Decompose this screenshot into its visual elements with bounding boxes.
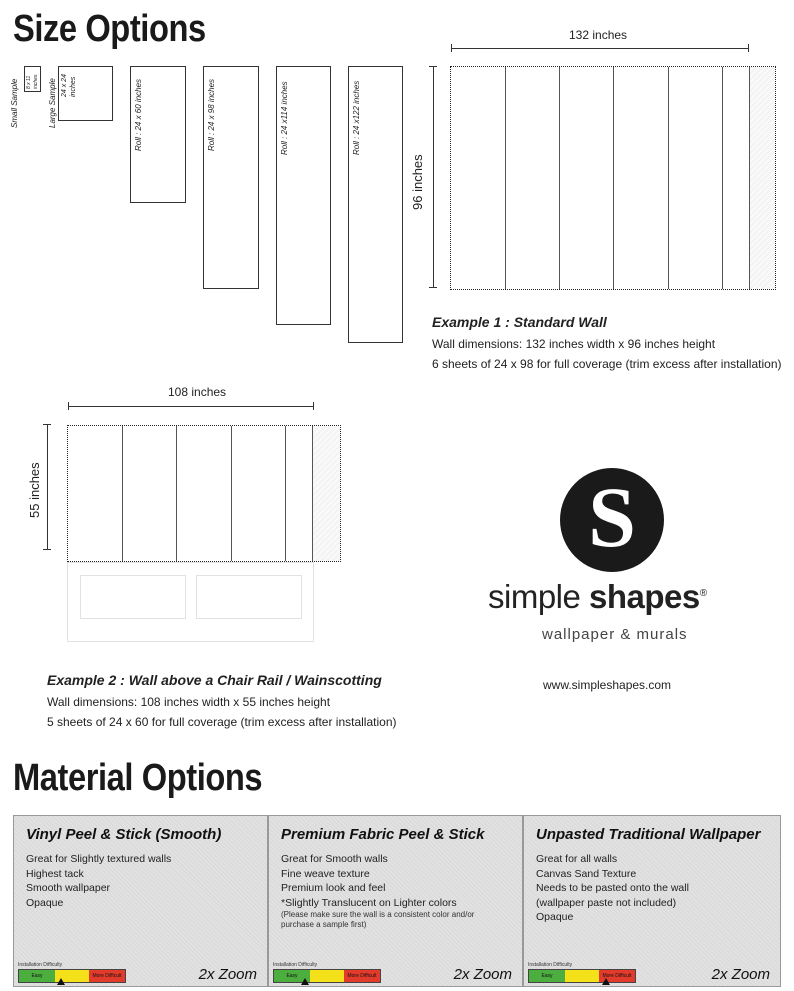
zoom-label: 2x Zoom — [198, 966, 257, 983]
material-card-traditional — [523, 815, 781, 987]
example1-sheets: 6 sheets of 24 x 98 for full coverage (trim excess after installation) — [432, 357, 782, 371]
material-features — [536, 852, 689, 925]
example1-width-line — [451, 48, 749, 49]
example1-wall — [450, 66, 776, 290]
roll-24x98-label: Roll : 24 x 98 inches — [207, 78, 216, 151]
zoom-label: 2x Zoom — [711, 966, 770, 983]
example1-sheet — [560, 67, 614, 289]
feature-item: Fine weave texture — [281, 867, 370, 880]
example1-height-label: 96 inches — [410, 154, 425, 210]
difficulty-bar — [18, 969, 126, 983]
example2-width-line — [68, 406, 314, 407]
material-features — [26, 852, 171, 910]
difficulty-label: Installation Difficulty — [528, 962, 573, 968]
difficulty-label: Installation Difficulty — [273, 962, 318, 968]
example1-height-tick-top — [429, 66, 437, 67]
feature-item: *Slightly Translucent on Lighter colors — [281, 896, 457, 909]
small-sample-size: 8 x 11 — [26, 75, 32, 89]
roll-24x60-label: Roll : 24 x 60 inches — [134, 78, 143, 151]
wainscot-panel-left — [80, 575, 186, 619]
difficulty-medium — [565, 970, 599, 982]
difficulty-easy: Easy — [529, 970, 565, 982]
roll-24x98-swatch — [203, 66, 259, 289]
example2-sheets: 5 sheets of 24 x 60 for full coverage (trim excess after installation) — [47, 715, 397, 729]
example1-height-tick-bottom — [429, 287, 437, 288]
example2-height-tick-bottom — [43, 549, 51, 550]
feature-item: Needs to be pasted onto the wall — [536, 882, 689, 894]
small-sample-swatch — [24, 66, 41, 92]
example2-width-tick-left — [68, 402, 69, 410]
s-logo-icon — [560, 468, 664, 572]
difficulty-hard: More Difficult — [344, 970, 380, 982]
feature-note: (Please make sure the wall is a consistent color and/or purchase a sample first) — [281, 910, 475, 929]
roll-24x122-label: Roll : 24 x122 inches — [352, 80, 361, 155]
difficulty-easy: Easy — [19, 970, 55, 982]
difficulty-hard: More Difficult — [599, 970, 635, 982]
small-sample-size-unit: inches — [33, 74, 39, 89]
brand-tagline: wallpaper & murals — [542, 626, 688, 643]
material-card-fabric — [268, 815, 523, 987]
difficulty-marker-icon — [301, 978, 309, 985]
difficulty-marker-icon — [57, 978, 65, 985]
large-sample-swatch — [58, 66, 113, 121]
feature-item: Great for all walls — [536, 853, 618, 865]
feature-item: Great for Smooth walls — [281, 853, 388, 865]
example1-sheet — [451, 67, 506, 289]
zoom-label: 2x Zoom — [453, 966, 512, 983]
feature-item: Opaque — [26, 896, 64, 909]
feature-item: (wallpaper paste not included) — [536, 896, 677, 909]
example2-wall — [67, 425, 341, 562]
difficulty-medium — [310, 970, 344, 982]
difficulty-hard: More Difficult — [89, 970, 125, 982]
example2-height-label: 55 inches — [27, 462, 42, 518]
example2-sheet — [123, 426, 177, 561]
registered-mark: ® — [699, 588, 707, 599]
logo-letter: S — [588, 469, 636, 565]
example2-width-label: 108 inches — [168, 385, 227, 399]
example1-width-label: 132 inches — [569, 28, 628, 42]
example1-width-tick-left — [451, 44, 452, 52]
feature-item: Highest tack — [26, 867, 84, 880]
example1-title: Example 1 : Standard Wall — [432, 314, 607, 330]
wainscotting — [67, 562, 314, 642]
small-sample-label: Small Sample — [10, 78, 19, 128]
example1-sheet — [614, 67, 669, 289]
material-card-title: Premium Fabric Peel & Stick — [281, 826, 485, 843]
wainscot-panel-right — [196, 575, 302, 619]
difficulty-bar — [528, 969, 636, 983]
material-features — [281, 852, 501, 930]
brand-name-bold: shapes — [589, 578, 700, 615]
brand-name-light: simple — [488, 578, 581, 615]
example1-height-line — [433, 66, 434, 288]
example1-width-tick-right — [748, 44, 749, 52]
example2-sheet — [286, 426, 313, 561]
roll-24x122-swatch — [348, 66, 403, 343]
example1-trim-excess — [750, 67, 775, 289]
large-sample-size: 24 x 24 — [61, 74, 68, 97]
example2-sheet — [177, 426, 232, 561]
example1-sheet — [723, 67, 750, 289]
size-options-title: Size Options — [13, 8, 206, 50]
roll-24x60-swatch — [130, 66, 186, 203]
feature-item: Smooth wallpaper — [26, 882, 111, 894]
feature-item: Opaque — [536, 911, 574, 923]
material-options-title: Material Options — [13, 757, 263, 799]
large-sample-size-unit: inches — [70, 76, 77, 97]
brand-name — [488, 578, 707, 616]
material-card-title: Unpasted Traditional Wallpaper — [536, 826, 761, 843]
example1-sheet — [506, 67, 560, 289]
example2-sheet — [68, 426, 123, 561]
example2-height-line — [47, 424, 48, 550]
example2-title: Example 2 : Wall above a Chair Rail / Wainscotting — [47, 672, 382, 688]
feature-item: Premium look and feel — [281, 882, 386, 894]
large-sample-label: Large Sample — [48, 78, 57, 128]
example2-trim-excess — [313, 426, 340, 561]
material-card-vinyl — [13, 815, 268, 987]
feature-item: Great for Slightly textured walls — [26, 853, 172, 865]
example2-height-tick-top — [43, 424, 51, 425]
difficulty-marker-icon — [602, 978, 610, 985]
difficulty-bar — [273, 969, 381, 983]
roll-24x114-swatch — [276, 66, 331, 325]
example1-dimensions: Wall dimensions: 132 inches width x 96 inches height — [432, 337, 716, 351]
material-card-title: Vinyl Peel & Stick (Smooth) — [26, 826, 222, 843]
example2-dimensions: Wall dimensions: 108 inches width x 55 inches height — [47, 695, 331, 709]
feature-item: Canvas Sand Texture — [536, 867, 637, 880]
difficulty-label: Installation Difficulty — [18, 962, 63, 968]
difficulty-easy: Easy — [274, 970, 310, 982]
example2-width-tick-right — [313, 402, 314, 410]
website-link[interactable]: www.simpleshapes.com — [543, 678, 672, 692]
example1-sheet — [669, 67, 723, 289]
roll-24x114-label: Roll : 24 x114 inches — [280, 81, 289, 155]
example2-sheet — [232, 426, 286, 561]
